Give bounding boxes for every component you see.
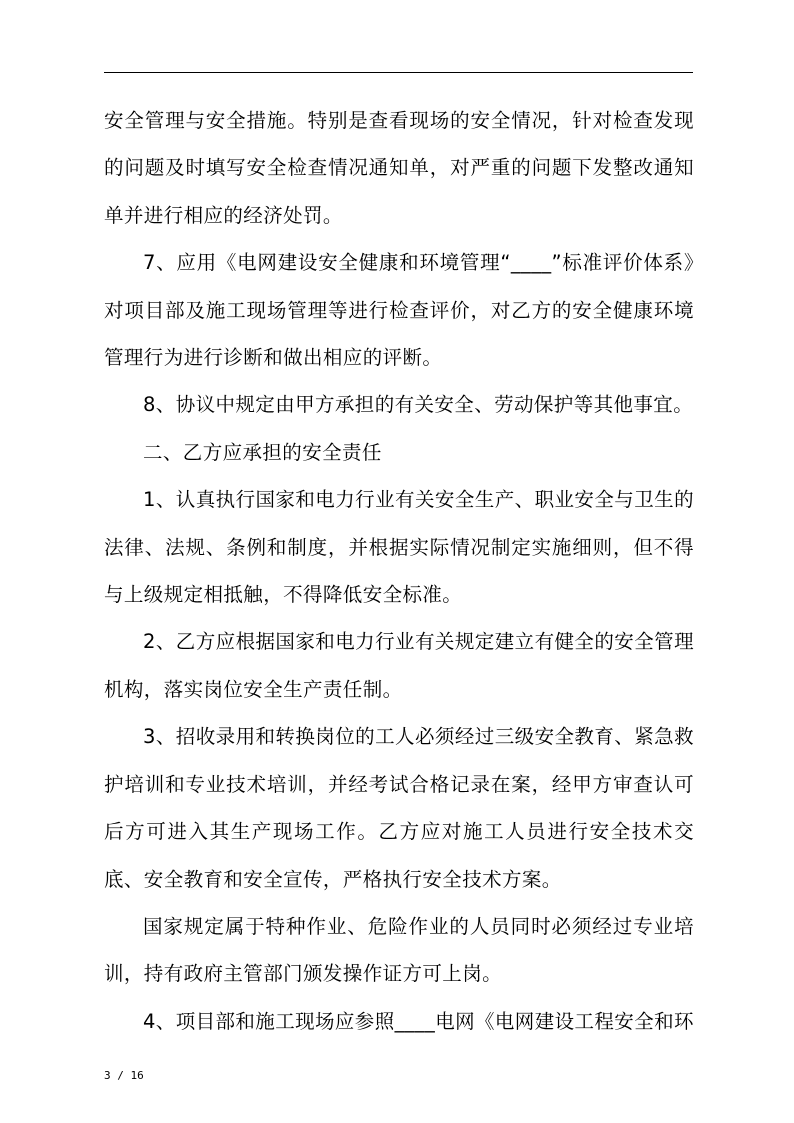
page-number: 3 / 16 [104, 1069, 144, 1082]
paragraph-2: 7、应用《电网建设安全健康和环境管理“____”标准评价体系》对项目部及施工现场管理等进行检查评价，对乙方的安全健康环境管理行为进行诊断和做出相应的评断。 [104, 251, 694, 370]
paragraph-6: 2、乙方应根据国家和电力行业有关规定建立有健全的安全管理机构，落实岗位安全生产责任制。 [104, 630, 694, 701]
document-body [104, 97, 694, 1045]
paragraph-8: 国家规定属于特种作业、危险作业的人员同时必须经过专业培训，持有政府主管部门颁发操作证方可上岗。 [104, 914, 694, 986]
paragraph-5: 1、认真执行国家和电力行业有关安全生产、职业安全与卫生的法律、法规、条例和制度，并根据实际情况制定实施细则，但不得与上级规定相抵触，不得降低安全标准。 [104, 488, 694, 607]
section-heading: 二、乙方应承担的安全责任 [143, 440, 382, 464]
header-rule [104, 72, 693, 73]
paragraph-9: 4、项目部和施工现场应参照____电网《电网建设工程安全和环 [143, 1009, 694, 1033]
paragraph-1: 安全管理与安全措施。特别是查看现场的安全情况，针对检查发现的问题及时填写安全检查情况通知单，对严重的问题下发整改通知单并进行相应的经济处罚。 [104, 109, 694, 227]
paragraph-3: 8、协议中规定由甲方承担的有关安全、劳动保护等其他事宜。 [143, 393, 694, 417]
paragraph-7: 3、招收录用和转换岗位的工人必须经过三级安全教育、紧急救护培训和专业技术培训，并经考试合格记录在案，经甲方审查认可后方可进入其生产现场工作。乙方应对施工人员进行安全技术交底、安全教育和安全宣传，严格执行安全技术方案。 [104, 725, 694, 891]
